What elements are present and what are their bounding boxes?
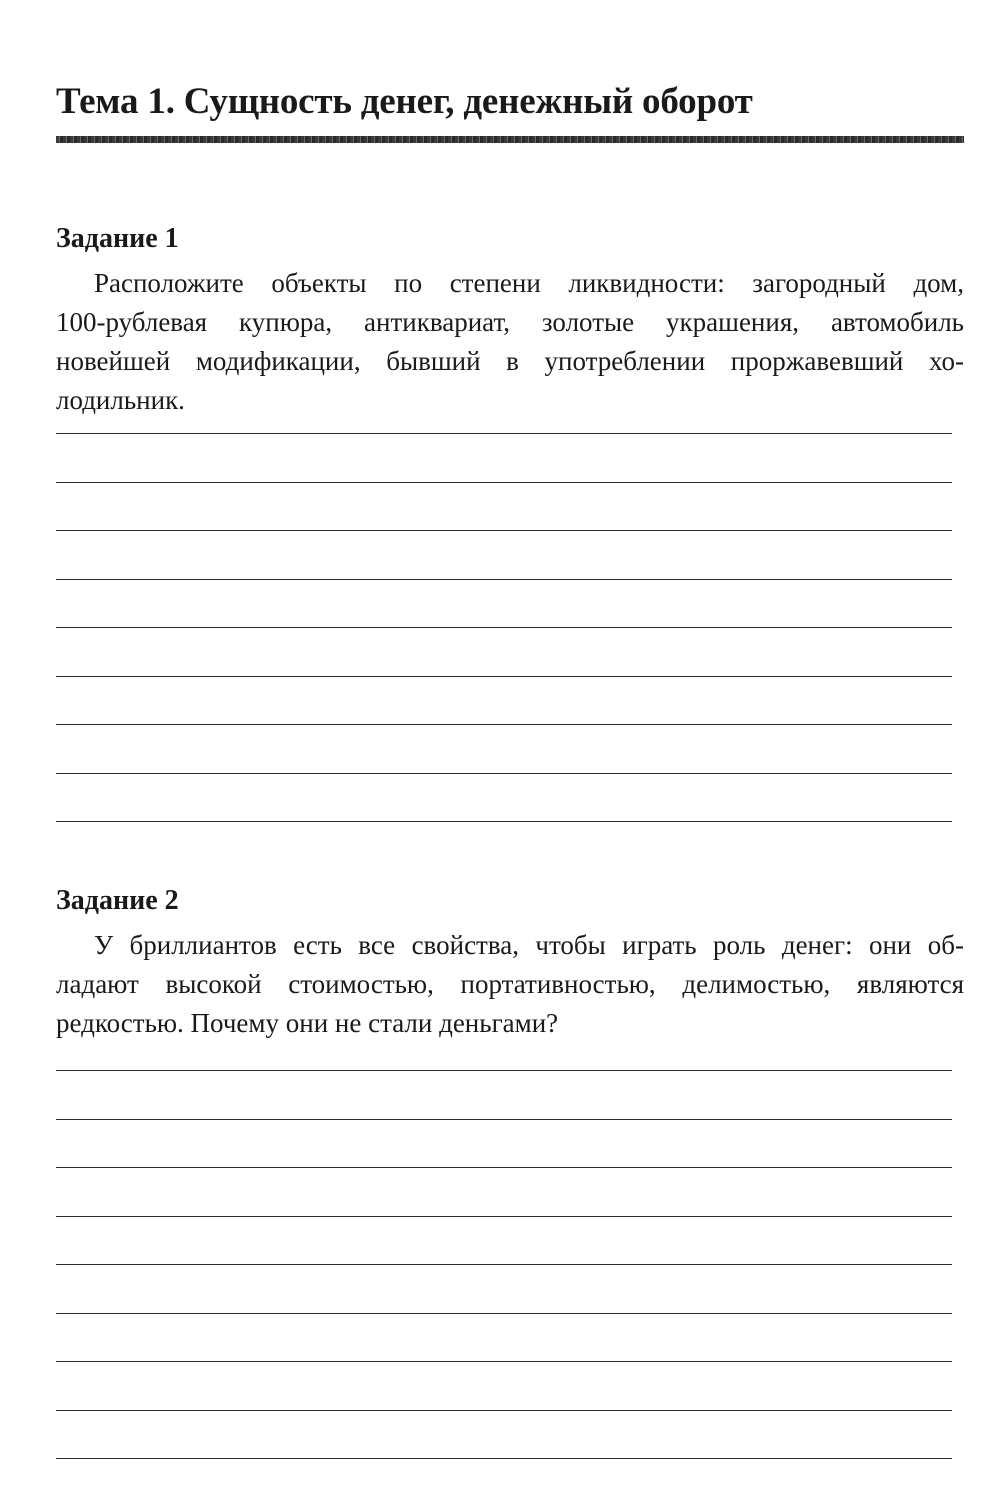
answer-line[interactable]	[56, 676, 952, 677]
task-2-text-line: ладают высокой стоимостью, портативностью, делимостью, являются	[56, 969, 964, 999]
task-1-text-line: лодильник.	[56, 385, 185, 415]
task-2-text	[56, 926, 964, 1043]
task-1	[56, 222, 964, 256]
answer-line[interactable]	[56, 579, 952, 580]
answer-line[interactable]	[56, 821, 952, 822]
answer-line[interactable]	[56, 1070, 952, 1071]
task-1-text	[56, 264, 964, 420]
title-divider	[56, 136, 964, 143]
task-1-text-line: новейшей модификации, бывший в употреблении проржавевший хо-	[56, 346, 964, 376]
task-2-heading: Задание 2	[56, 885, 179, 916]
answer-line[interactable]	[56, 1313, 952, 1314]
answer-line[interactable]	[56, 1119, 952, 1120]
answer-line[interactable]	[56, 1216, 952, 1217]
answer-line[interactable]	[56, 1458, 952, 1459]
task-2	[56, 884, 964, 918]
answer-line[interactable]	[56, 773, 952, 774]
answer-line[interactable]	[56, 627, 952, 628]
answer-line[interactable]	[56, 1167, 952, 1168]
task-2-text-line: У бриллиантов есть все свойства, чтобы играть роль денег: они об-	[94, 930, 964, 960]
answer-line[interactable]	[56, 530, 952, 531]
answer-line[interactable]	[56, 482, 952, 483]
answer-line[interactable]	[56, 1264, 952, 1265]
task-2-text-line: редкостью. Почему они не стали деньгами?	[56, 1008, 559, 1038]
page-title: Тема 1. Сущность денег, денежный оборот	[56, 81, 753, 122]
task-1-text-line: 100-рублевая купюра, антиквариат, золотые украшения, автомобиль	[56, 307, 964, 337]
answer-line[interactable]	[56, 1361, 952, 1362]
answer-line[interactable]	[56, 1410, 952, 1411]
task-1-heading: Задание 1	[56, 223, 179, 254]
answer-line[interactable]	[56, 724, 952, 725]
task-1-text-line: Расположите объекты по степени ликвидности: загородный дом,	[94, 268, 964, 298]
answer-line[interactable]	[56, 433, 952, 434]
